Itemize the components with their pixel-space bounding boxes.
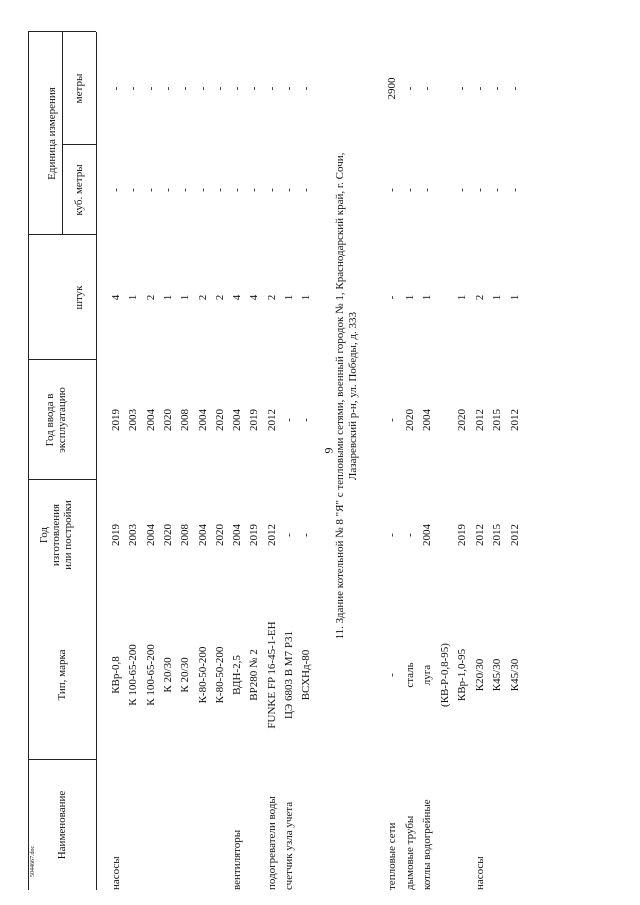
cell-pcs: 2 <box>265 294 278 301</box>
cell-start: 2008 <box>179 409 192 431</box>
cell-pcs: 1 <box>300 294 313 301</box>
cell-pcs: 2 <box>144 294 157 301</box>
cell-pcs: 1 <box>127 294 140 301</box>
cell-made: - <box>283 533 295 537</box>
cell-made: 2019 <box>456 524 468 546</box>
cell-type: КВр-1,0-95 <box>456 648 468 702</box>
cell-made: 2012 <box>508 524 521 546</box>
cell-start: - <box>386 418 398 422</box>
cell-pcs: 2 <box>213 294 226 301</box>
cell-pcs: 1 <box>508 294 521 301</box>
cell-meters: - <box>127 86 140 91</box>
cell-made: - <box>386 533 398 537</box>
cell-meters: - <box>508 86 521 91</box>
cell-meters: - <box>456 86 468 91</box>
cell-name: насосы <box>110 856 122 890</box>
cell-meters: - <box>265 86 278 91</box>
cell-start: 2003 <box>127 409 140 431</box>
header-cubic: куб. метры <box>73 164 85 216</box>
cell-name: вентиляторы <box>231 829 244 890</box>
cell-type: К 100-65-200 <box>144 644 157 706</box>
cell-cubic: - <box>213 188 226 192</box>
column-divider <box>28 234 96 235</box>
cell-name: дымовые трубы <box>403 815 416 890</box>
cell-cubic: - <box>456 188 468 192</box>
cell-pcs: 2 <box>196 294 209 301</box>
cell-cubic: - <box>403 188 416 192</box>
cell-type: - <box>386 673 398 677</box>
cell-start: 2020 <box>213 409 226 431</box>
cell-made: 2004 <box>231 524 244 546</box>
cell-made: 2012 <box>265 524 278 546</box>
header-type: Тип, марка <box>56 649 68 701</box>
cell-meters: - <box>491 86 503 91</box>
section-title: 11. Здание котельной № 8 "Я" с тепловыми сетями, военный городок № 1, Краснодарский край, г. Сочи, Лазаревский р-н, ул. Победы, д. 333 <box>334 152 359 640</box>
cell-cubic: - <box>508 188 521 192</box>
cell-type: К 20/30 <box>179 657 192 693</box>
cell-meters: - <box>421 86 433 91</box>
cell-start: 2004 <box>421 409 433 431</box>
cell-made: 2015 <box>491 524 503 546</box>
cell-cubic: - <box>421 188 433 192</box>
cell-made: 2020 <box>213 524 226 546</box>
cell-type: К-80-50-200 <box>196 646 209 704</box>
cell-made: 2004 <box>196 524 209 546</box>
header-pcs: штук <box>73 285 85 310</box>
cell-type: К45/30 <box>491 658 503 692</box>
page-number: 9 <box>321 447 336 454</box>
unit-header-divider <box>62 32 63 235</box>
document-code: 5044667.doc <box>30 845 36 877</box>
cell-meters: - <box>196 86 209 91</box>
cell-meters: 2900 <box>386 77 398 100</box>
cell-start: 2020 <box>403 409 416 431</box>
cell-name: котлы водогрейные <box>421 799 433 890</box>
cell-start: 2012 <box>473 409 486 431</box>
cell-name: подогреватели воды <box>265 796 278 890</box>
cell-made: - <box>300 533 313 537</box>
cell-type: луга <box>421 664 433 686</box>
header-meters: метры <box>73 73 85 104</box>
cell-start: 2012 <box>265 409 278 431</box>
cell-cubic: - <box>161 188 174 192</box>
cell-pcs: 4 <box>231 294 244 301</box>
cell-meters: - <box>144 86 157 91</box>
cell-meters: - <box>473 86 486 91</box>
header-name: Наименование <box>56 790 68 860</box>
cell-cubic: - <box>196 188 209 192</box>
cell-type: ВДН-2,5 <box>231 655 244 695</box>
cell-pcs: - <box>386 295 398 300</box>
cell-start: - <box>283 418 295 422</box>
cell-cubic: - <box>248 188 261 192</box>
cell-start: 2012 <box>508 409 521 431</box>
cell-type: К20/30 <box>473 658 486 692</box>
cell-cubic: - <box>491 188 503 192</box>
cell-name: счетчик узла учета <box>283 801 295 890</box>
cell-type: К 100-65-200 <box>127 644 140 706</box>
cell-type: ЦЭ 6803 В М7 Р31 <box>283 631 295 719</box>
cell-meters: - <box>300 86 313 91</box>
cell-pcs: 1 <box>179 294 192 301</box>
cell-meters: - <box>403 86 416 91</box>
cell-cubic: - <box>110 188 122 192</box>
cell-pcs: 1 <box>456 294 468 301</box>
cell-meters: - <box>179 86 192 91</box>
cell-start: - <box>300 418 313 422</box>
header-year-made: Год изготовления или постройки <box>38 500 74 570</box>
cell-cubic: - <box>386 188 398 192</box>
cell-cubic: - <box>283 188 295 192</box>
cell-pcs: 4 <box>110 294 122 301</box>
cell-meters: - <box>161 86 174 91</box>
cell-start: 2019 <box>110 409 122 431</box>
header-year-start: Год ввода в эксплуатацию <box>44 387 68 453</box>
cell-made: - <box>403 533 416 537</box>
cell-type: сталь <box>403 662 416 688</box>
cell-made: 2008 <box>179 524 192 546</box>
cell-made: 2019 <box>110 524 122 546</box>
column-divider <box>28 31 96 32</box>
cell-meters: - <box>248 86 261 91</box>
cell-type: ВСХНд-80 <box>300 649 313 701</box>
cell-cubic: - <box>300 188 313 192</box>
cell-made: 2020 <box>161 524 174 546</box>
cell-made: 2004 <box>144 524 157 546</box>
cell-pcs: 1 <box>491 294 503 301</box>
cell-made: 2004 <box>421 524 433 546</box>
cell-pcs: 1 <box>403 294 416 301</box>
cell-type: К-80-50-200 <box>213 646 226 704</box>
cell-pcs: 1 <box>283 294 295 301</box>
cell-type: К45/30 <box>508 658 521 692</box>
cell-pcs: 2 <box>473 294 486 301</box>
cell-cubic: - <box>144 188 157 192</box>
cell-meters: - <box>231 86 244 91</box>
cell-type: FUNKE FP 16-45-1-EH <box>265 621 278 729</box>
cell-start: 2019 <box>248 409 261 431</box>
cell-cubic: - <box>179 188 192 192</box>
cell-start: 2004 <box>144 409 157 431</box>
cell-start: 2020 <box>161 409 174 431</box>
cell-meters: - <box>213 86 226 91</box>
cell-cubic: - <box>473 188 486 192</box>
cell-start: 2004 <box>196 409 209 431</box>
cell-start: 2015 <box>491 409 503 431</box>
cell-name: насосы <box>473 856 486 890</box>
cell-made: 2012 <box>473 524 486 546</box>
cell-cubic: - <box>231 188 244 192</box>
cell-pcs: 4 <box>248 294 261 301</box>
cell-meters: - <box>110 86 122 91</box>
cell-name: тепловые сети <box>386 822 398 890</box>
cell-meters: - <box>283 86 295 91</box>
cell-cubic: - <box>127 188 140 192</box>
cell-made: 2003 <box>127 524 140 546</box>
cell-type: КВр-0,8 <box>110 656 122 694</box>
equipment-table <box>18 32 616 890</box>
cell-start: 2004 <box>231 409 244 431</box>
cell-made: 2019 <box>248 524 261 546</box>
cell-cubic: - <box>265 188 278 192</box>
header-bottom-border <box>96 32 97 890</box>
cell-type: ВР280 № 2 <box>248 649 261 701</box>
cell-pcs: 1 <box>421 294 433 301</box>
cell-type: (КВ-Р-0,8-95) <box>438 643 451 707</box>
cell-pcs: 1 <box>161 294 174 301</box>
header-unit: Единица измерения <box>46 87 58 180</box>
cell-start: 2020 <box>456 409 468 431</box>
cell-type: К 20/30 <box>161 657 174 693</box>
table-top-border <box>28 32 29 890</box>
